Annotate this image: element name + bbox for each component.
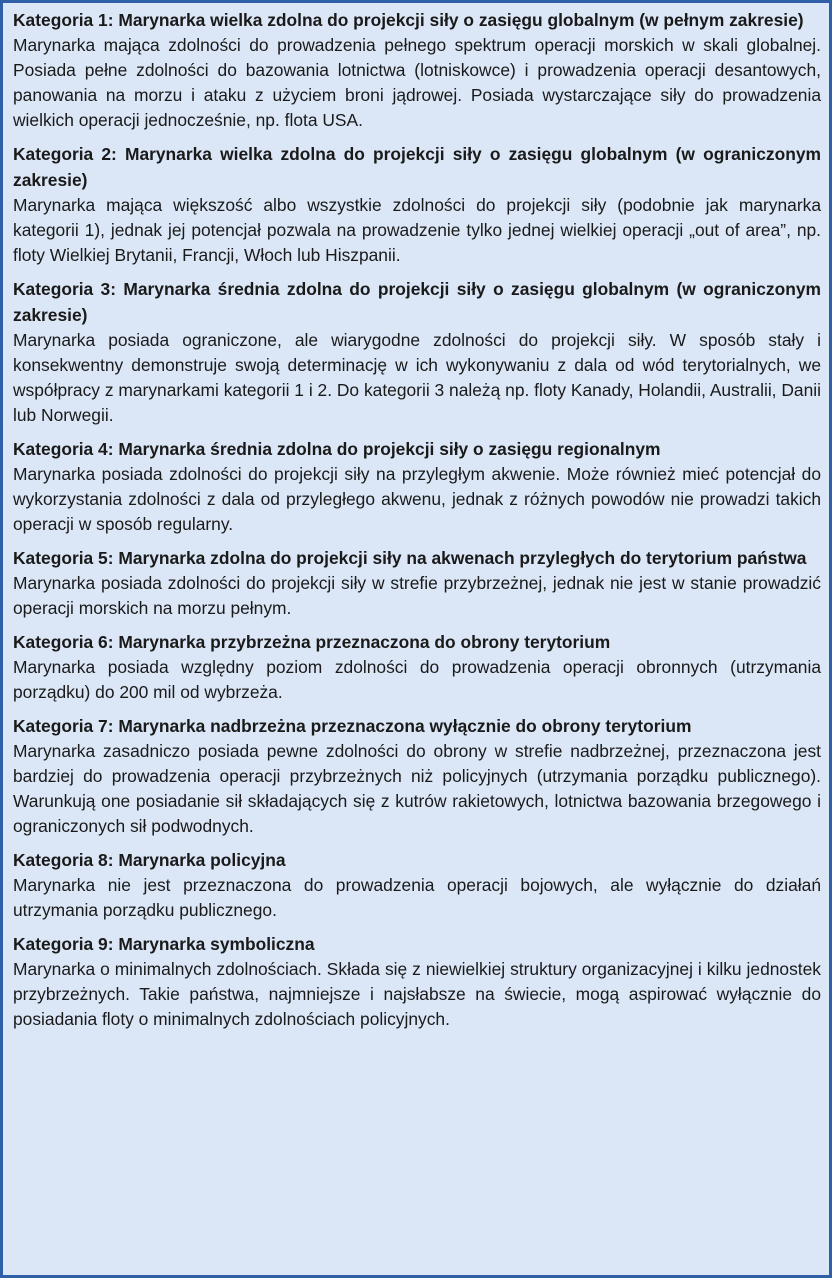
category-description: Marynarka o minimalnych zdolnościach. Składa się z niewielkiej struktury organizacyjnej i kilku jednostek przybrzeżnych. Takie państwa, najmniejsze i najsłabsze na świecie, mogą aspirować wyłącznie do posiadania floty o minimalnych zdolnościach policyjnych. [13, 959, 821, 1029]
category-1 [13, 7, 821, 133]
category-6 [13, 629, 821, 705]
category-description: Marynarka mająca większość albo wszystkie zdolności do projekcji siły (podobnie jak marynarka kategorii 1), jednak jej potencjał pozwala na prowadzenie tylko jednej wielkiej operacji „out of area”, np. floty Wielkiej Brytanii, Francji, Włoch lub Hiszpanii. [13, 195, 821, 265]
category-4 [13, 436, 821, 537]
category-7 [13, 713, 821, 839]
category-8 [13, 847, 821, 923]
category-description: Marynarka nie jest przeznaczona do prowadzenia operacji bojowych, ale wyłącznie do działań utrzymania porządku publicznego. [13, 875, 821, 920]
category-2 [13, 141, 821, 268]
category-5 [13, 545, 821, 621]
category-title: Kategoria 7: Marynarka nadbrzeżna przeznaczona wyłącznie do obrony terytorium [13, 716, 692, 736]
category-description: Marynarka mająca zdolności do prowadzenia pełnego spektrum operacji morskich w skali globalnej. Posiada pełne zdolności do bazowania lotnictwa (lotniskowce) i prowadzenia operacji desantowych, panowania na morzu i ataku z użyciem broni jądrowej. Posiada wystarczające siły do prowadzenia wielkich operacji jednocześnie, np. flota USA. [13, 35, 821, 130]
category-3 [13, 276, 821, 428]
category-title: Kategoria 8: Marynarka policyjna [13, 850, 286, 870]
category-title: Kategoria 4: Marynarka średnia zdolna do projekcji siły o zasięgu regionalnym [13, 439, 661, 459]
category-title: Kategoria 1: Marynarka wielka zdolna do projekcji siły o zasięgu globalnym (w pełnym zakresie) [13, 10, 804, 30]
category-title: Kategoria 5: Marynarka zdolna do projekcji siły na akwenach przyległych do terytorium państwa [13, 548, 807, 568]
category-description: Marynarka posiada zdolności do projekcji siły na przyległym akwenie. Może również mieć potencjał do wykorzystania zdolności z dala od przyległego akwenu, jednak z różnych powodów nie prowadzi takich operacji w sposób regularny. [13, 464, 821, 534]
category-description: Marynarka zasadniczo posiada pewne zdolności do obrony w strefie nadbrzeżnej, przeznaczona jest bardziej do prowadzenia operacji przybrzeżnych niż policyjnych (utrzymania porządku publicznego). Warunkują one posiadanie sił składających się z kutrów rakietowych, lotnictwa bazowania brzegowego i ograniczonych sił podwodnych. [13, 741, 821, 836]
category-9 [13, 931, 821, 1032]
category-description: Marynarka posiada względny poziom zdolności do prowadzenia operacji obronnych (utrzymania porządku) do 200 mil od wybrzeża. [13, 657, 821, 702]
category-description: Marynarka posiada zdolności do projekcji siły w strefie przybrzeżnej, jednak nie jest w stanie prowadzić operacji morskich na morzu pełnym. [13, 573, 821, 618]
category-title: Kategoria 9: Marynarka symboliczna [13, 934, 315, 954]
category-description: Marynarka posiada ograniczone, ale wiarygodne zdolności do projekcji siły. W sposób stały i konsekwentny demonstruje swoją determinację w ich wykonywaniu z dala od wód terytorialnych, we współpracy z marynarkami kategorii 1 i 2. Do kategorii 3 należą np. floty Kanady, Holandii, Australii, Danii lub Norwegii. [13, 330, 821, 425]
category-title: Kategoria 6: Marynarka przybrzeżna przeznaczona do obrony terytorium [13, 632, 611, 652]
category-title: Kategoria 2: Marynarka wielka zdolna do projekcji siły o zasięgu globalnym (w ograniczonym zakresie) [13, 144, 821, 190]
category-title: Kategoria 3: Marynarka średnia zdolna do projekcji siły o zasięgu globalnym (w ograniczonym zakresie) [13, 279, 821, 325]
